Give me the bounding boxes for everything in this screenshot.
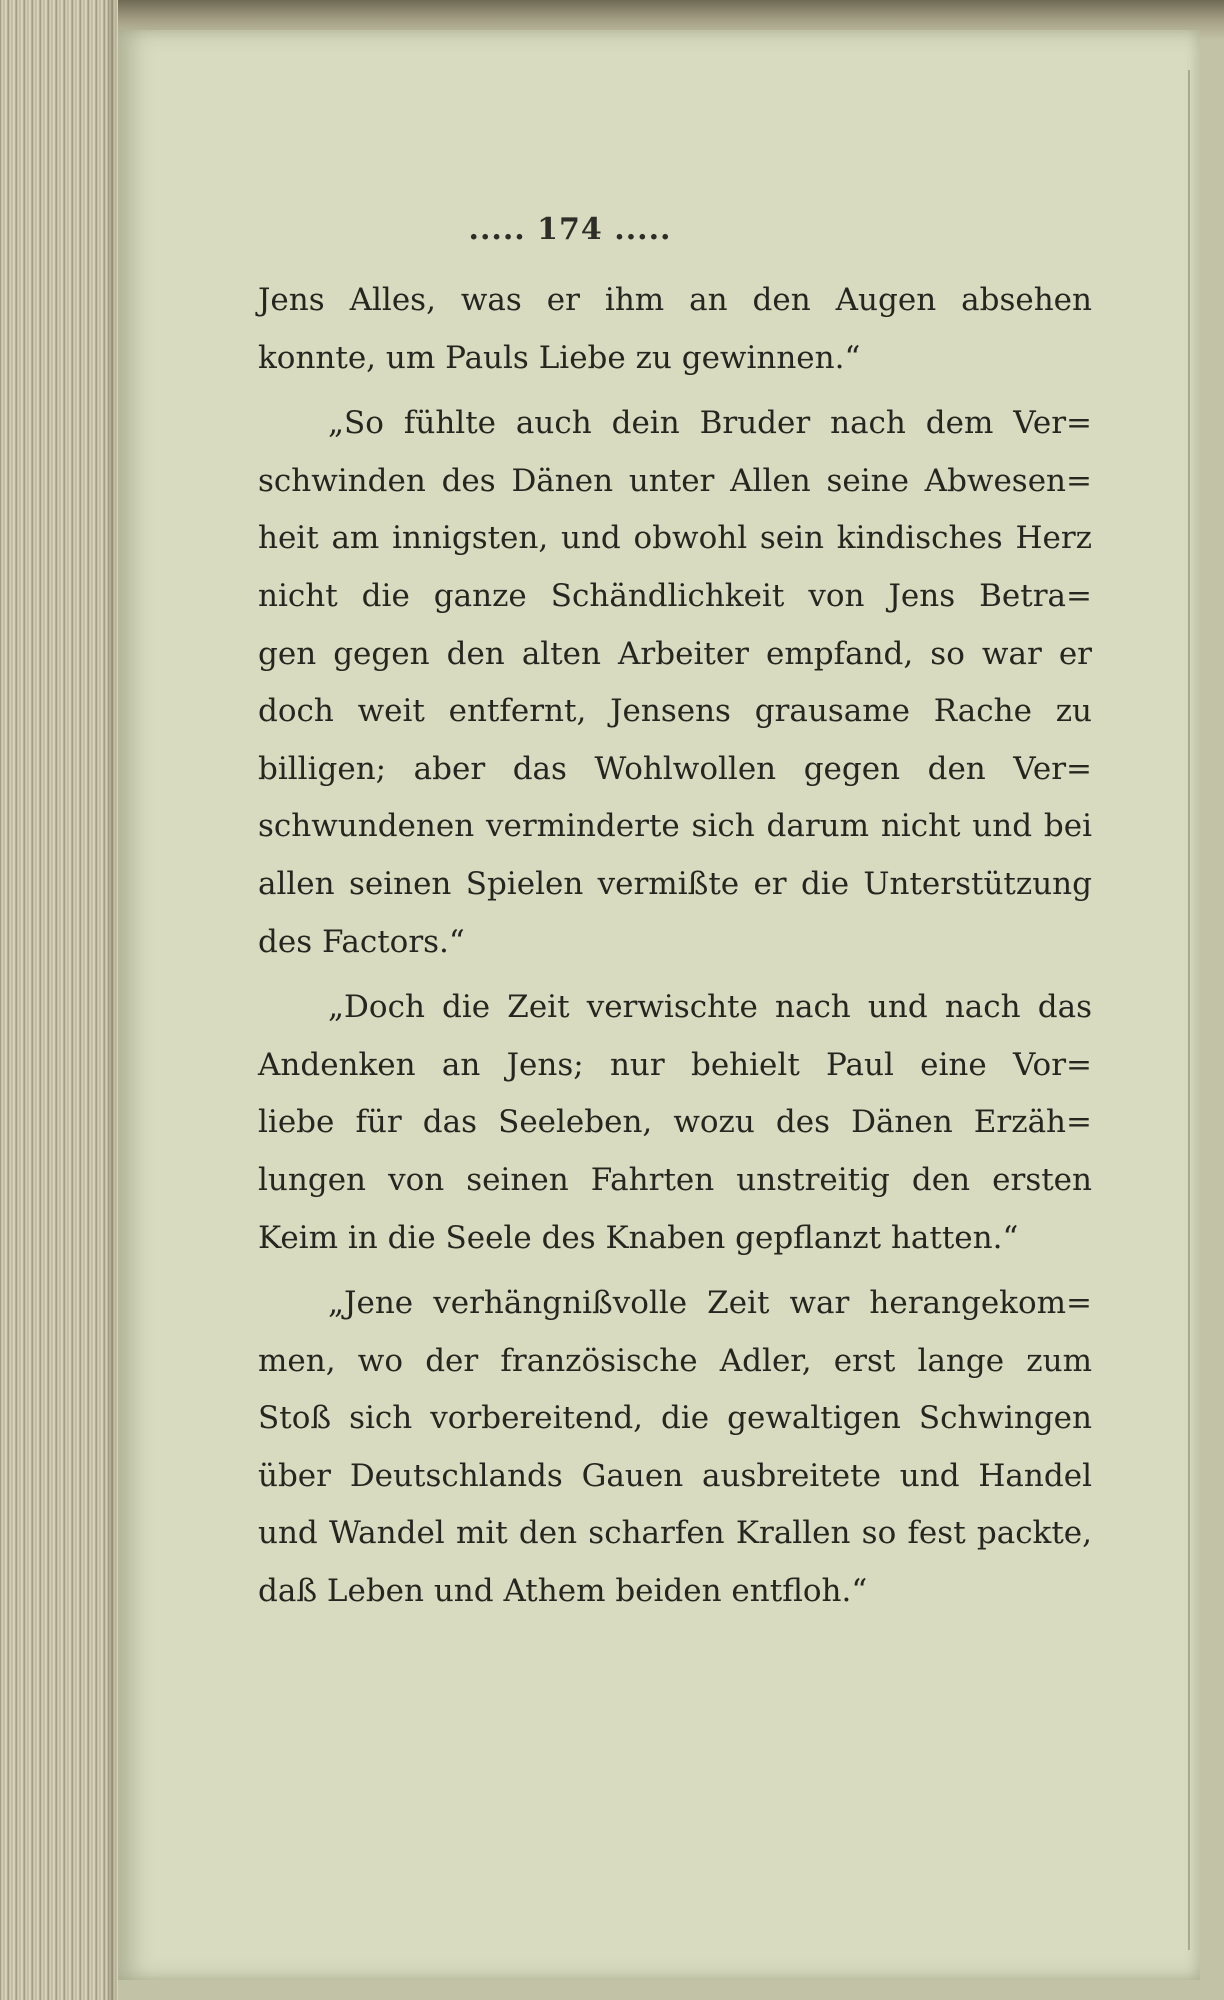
text-line: Keim in die Seele des Knaben gepflanzt hatten.“: [258, 1219, 1019, 1256]
text-line: Jens Alles, was er ihm an den Augen absehen: [258, 282, 1092, 318]
text-line: schwinden des Dänen unter Allen seine Abwesen=: [258, 462, 1092, 499]
text-line: heit am innigsten, und obwohl sein kindisches Herz: [258, 520, 1092, 557]
text-line: über Deutschlands Gauen ausbreitete und Handel: [258, 1457, 1092, 1494]
page-number: ..... 174 .....: [468, 212, 672, 247]
text-line: „So fühlte auch dein Bruder nach dem Ver=: [328, 405, 1092, 442]
text-line: billigen; aber das Wohlwollen gegen den Ver=: [258, 750, 1092, 787]
paragraph-4: [258, 1275, 1092, 1621]
text-line: „Doch die Zeit verwischte nach und nach das: [328, 989, 1092, 1026]
text-line: des Factors.“: [258, 923, 465, 960]
text-line: allen seinen Spielen vermißte er die Unterstützung: [258, 865, 1092, 902]
paragraph-3: [258, 979, 1092, 1267]
text-line: schwundenen verminderte sich darum nicht und bei: [258, 808, 1092, 845]
text-line: doch weit entfernt, Jensens grausame Rache zu: [258, 693, 1092, 730]
body-text: [258, 272, 1092, 1629]
paragraph-1: [258, 272, 1092, 387]
text-line: „Jene verhängnißvolle Zeit war herangekom=: [328, 1285, 1092, 1322]
text-line: konnte, um Pauls Liebe zu gewinnen.“: [258, 339, 861, 376]
text-line: lungen von seinen Fahrten unstreitig den ersten: [258, 1161, 1092, 1198]
text-line: daß Leben und Athem beiden entfloh.“: [258, 1573, 868, 1610]
text-line: liebe für das Seeleben, wozu des Dänen Erzäh=: [258, 1104, 1092, 1141]
text-line: nicht die ganze Schändlichkeit von Jens Betra=: [258, 577, 1092, 614]
paragraph-2: [258, 395, 1092, 971]
page-fore-edge: [0, 0, 118, 2000]
text-line: men, wo der französische Adler, erst lange zum: [258, 1342, 1092, 1379]
page-edge-line: [1188, 70, 1190, 1950]
text-line: und Wandel mit den scharfen Krallen so fest packte,: [258, 1515, 1092, 1552]
text-line: Stoß sich vorbereitend, die gewaltigen Schwingen: [258, 1400, 1092, 1437]
text-line: gen gegen den alten Arbeiter empfand, so war er: [258, 635, 1092, 672]
text-line: Andenken an Jens; nur behielt Paul eine Vor=: [258, 1046, 1092, 1083]
